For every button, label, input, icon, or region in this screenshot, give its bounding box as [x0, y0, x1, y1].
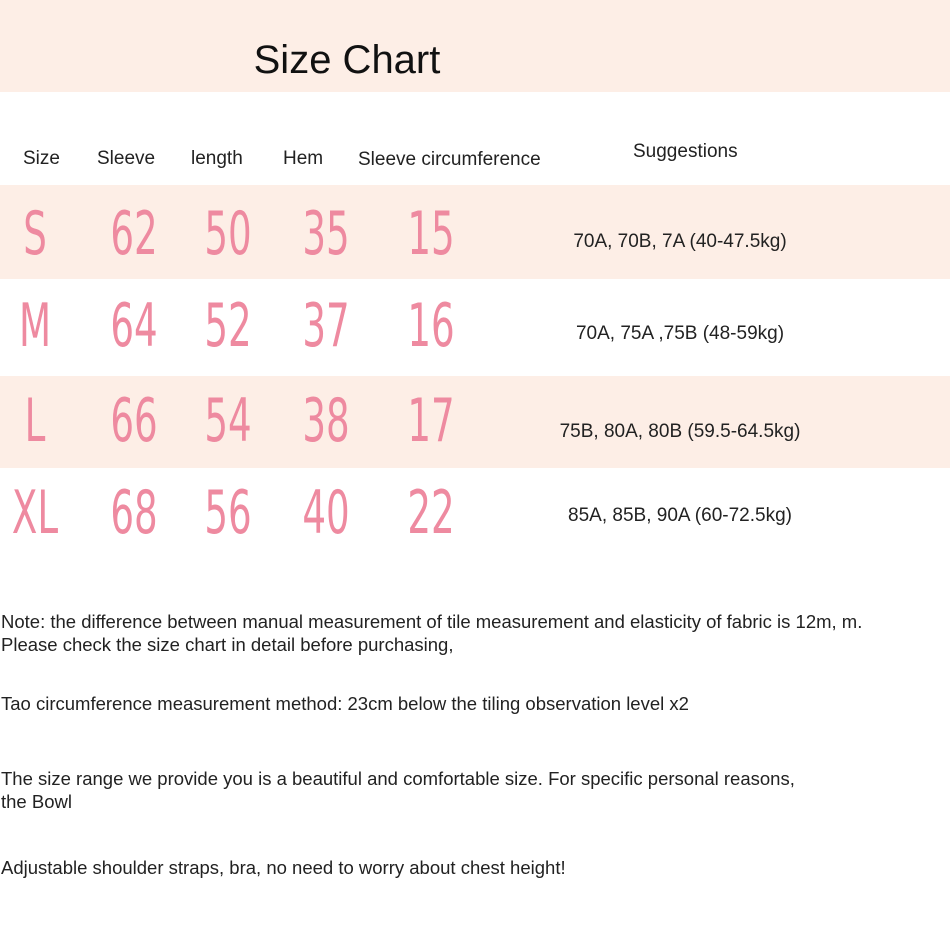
hem-value: 38 [302, 386, 350, 456]
length-value: 54 [204, 386, 252, 456]
header-sleeve-circumference: Sleeve circumference [358, 149, 541, 170]
note-size-range: The size range we provide you is a beautiful and comfortable size. For specific personal reasons, the Bowl [1, 768, 795, 812]
hem-value: 37 [302, 291, 350, 361]
sleeve-value: 64 [110, 291, 158, 361]
hem-value: 35 [302, 199, 350, 269]
size-label: M [18, 291, 52, 361]
note-measurement: Note: the difference between manual measurement of tile measurement and elasticity of fabric is 12m, m. Please check the size chart in detail before purchasing, [1, 611, 863, 655]
sleeve-value: 68 [110, 478, 158, 548]
sleeve-circumference-value: 15 [407, 199, 455, 269]
header-length: length [191, 148, 243, 169]
sleeve-value: 66 [110, 386, 158, 456]
note-shoulder-straps: Adjustable shoulder straps, bra, no need to worry about chest height! [1, 857, 566, 878]
header-sleeve: Sleeve [97, 148, 156, 169]
sleeve-circumference-value: 22 [407, 478, 455, 548]
sleeve-circumference-value: 16 [407, 291, 455, 361]
page-title: Size Chart [253, 38, 441, 82]
size-label: L [24, 386, 46, 456]
length-value: 50 [204, 199, 252, 269]
length-value: 52 [204, 291, 252, 361]
suggestion-text: 70A, 70B, 7A (40-47.5kg) [573, 231, 787, 252]
sleeve-circumference-value: 17 [407, 386, 455, 456]
header-suggestions: Suggestions [633, 141, 738, 162]
suggestion-text: 85A, 85B, 90A (60-72.5kg) [568, 505, 792, 526]
suggestion-text: 70A, 75A ,75B (48-59kg) [575, 323, 785, 344]
size-label: XL [11, 478, 59, 548]
header-hem: Hem [283, 148, 324, 169]
sleeve-value: 62 [110, 199, 158, 269]
hem-value: 40 [302, 478, 350, 548]
size-label: S [23, 199, 47, 269]
length-value: 56 [204, 478, 252, 548]
suggestion-text: 75B, 80A, 80B (59.5-64.5kg) [559, 421, 801, 442]
header-size: Size [23, 148, 60, 169]
note-circumference-method: Tao circumference measurement method: 23cm below the tiling observation level x2 [1, 693, 689, 714]
